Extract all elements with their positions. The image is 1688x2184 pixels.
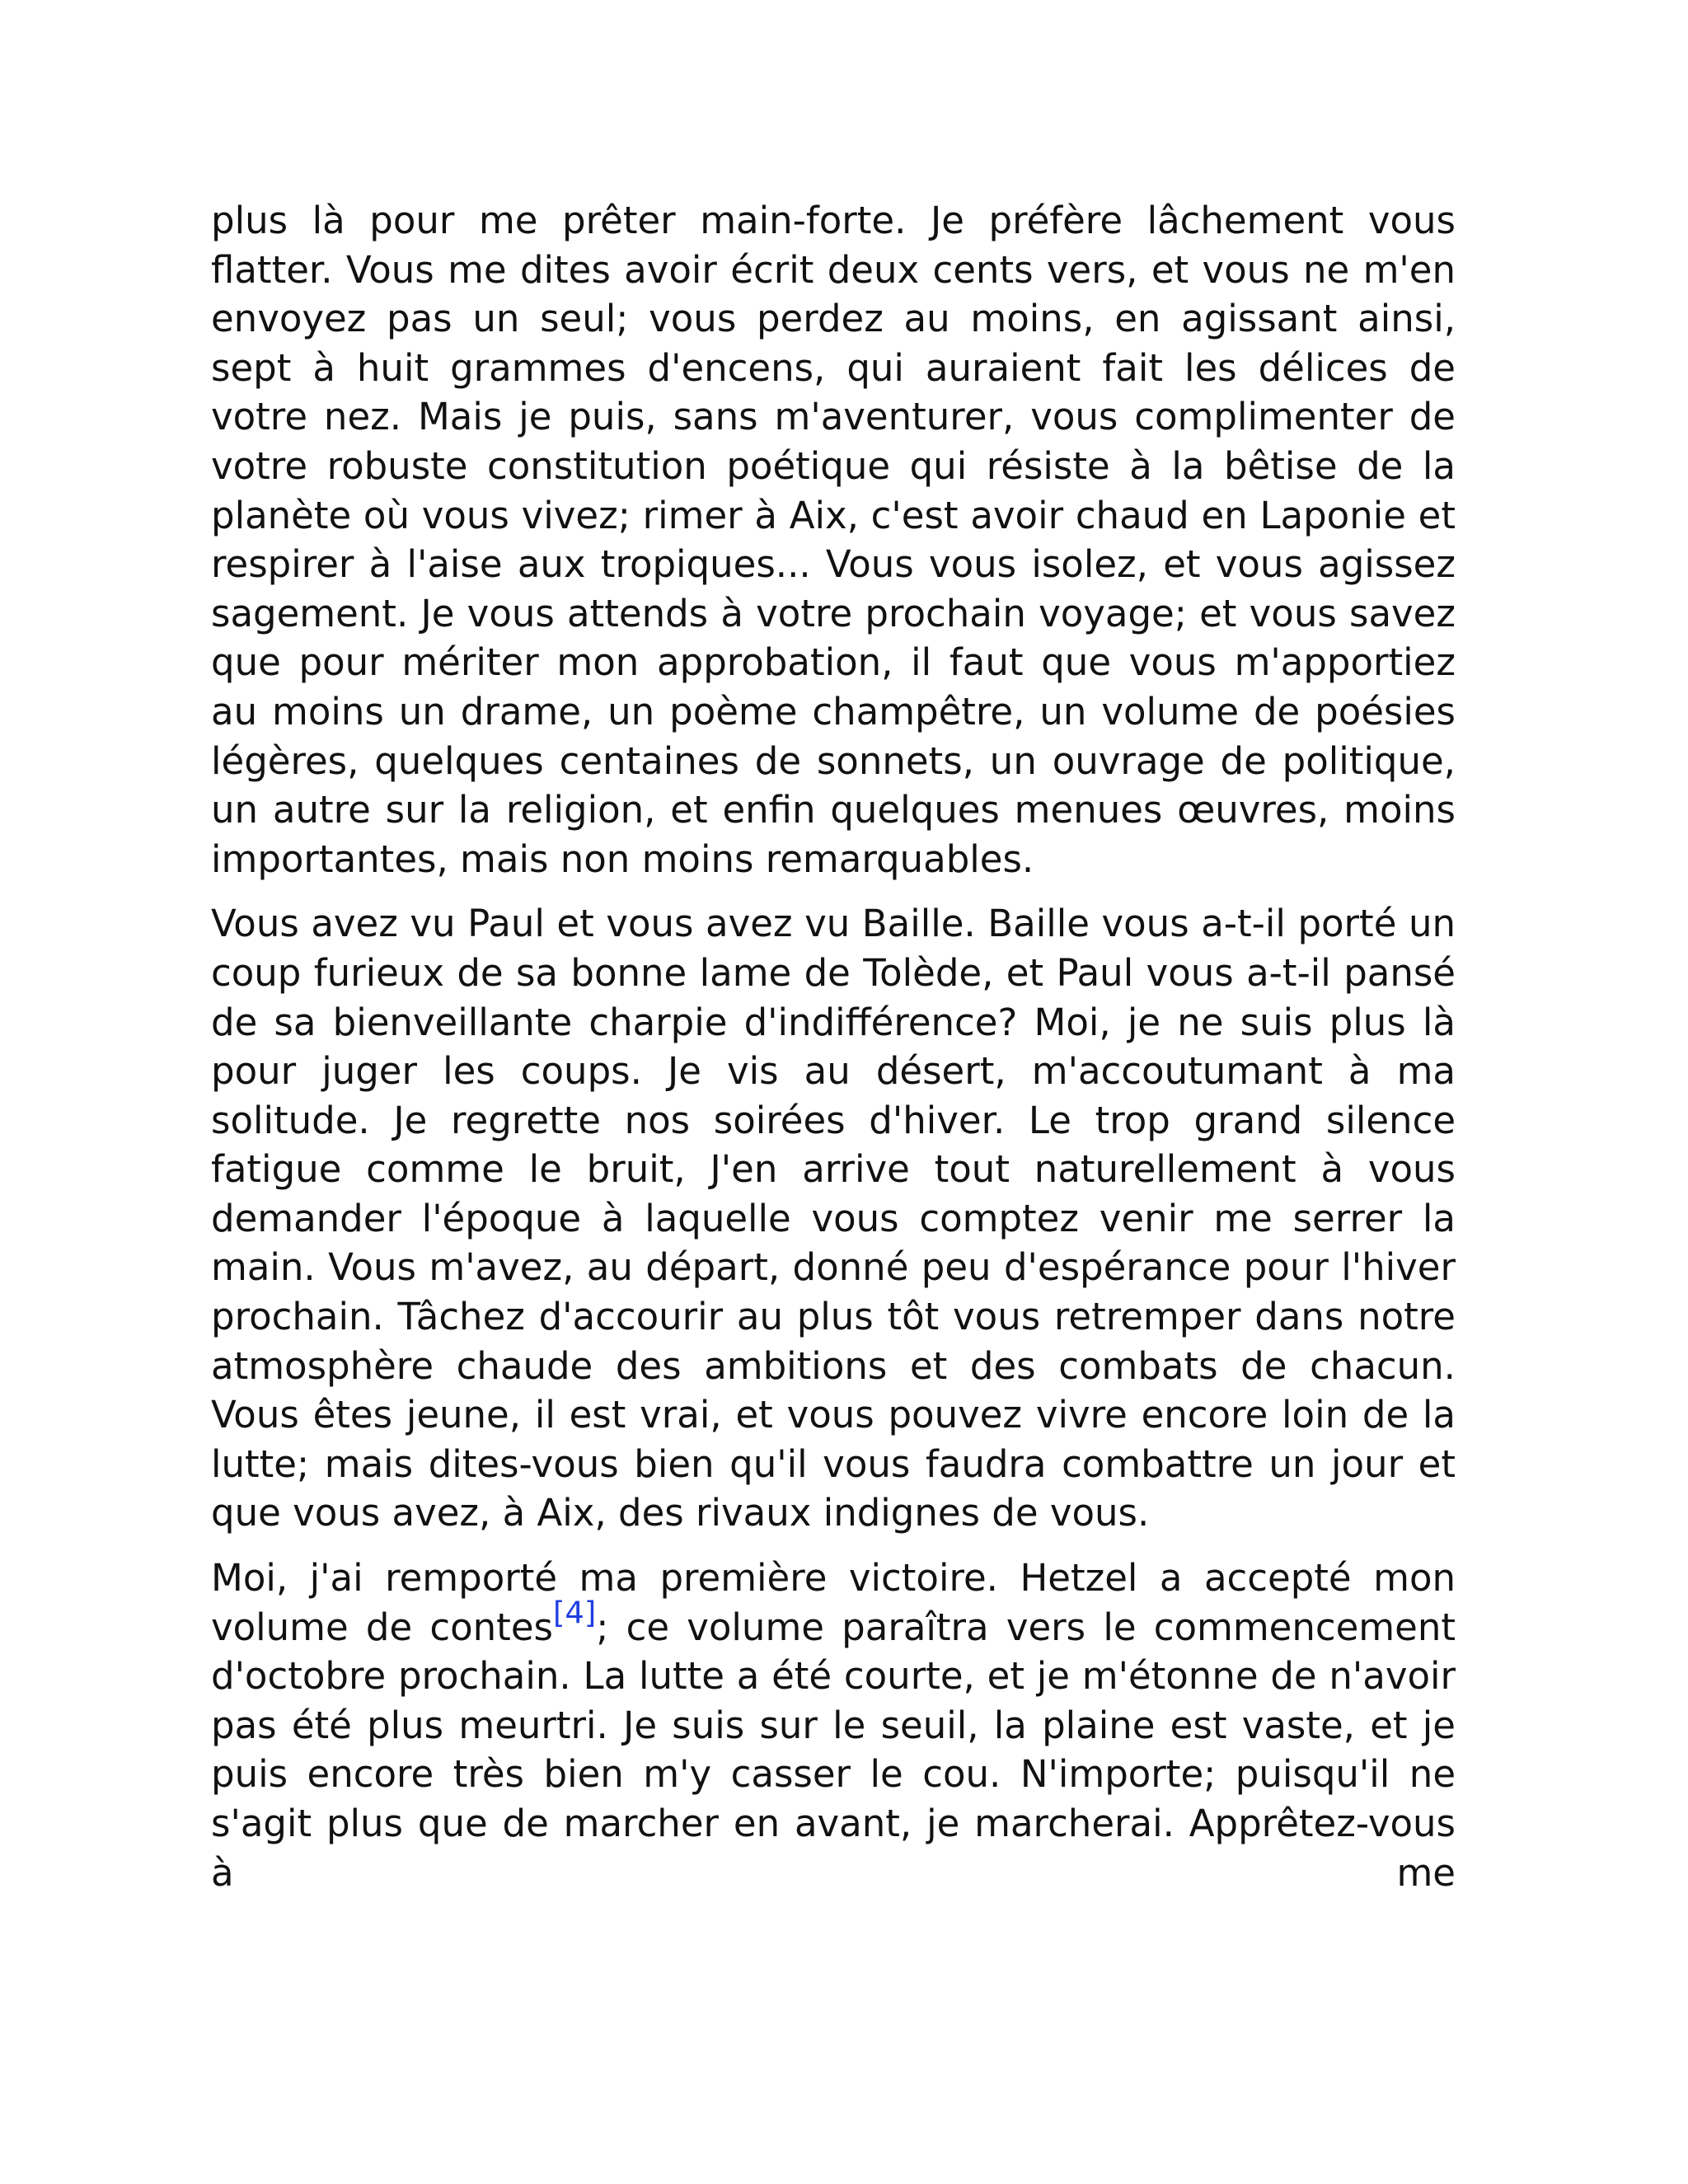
paragraph-3 bbox=[211, 1554, 1456, 1897]
paragraph-3-text-after-note: ; ce volume paraîtra vers le commencement d'octobre prochain. La lutte a été courte, et je m'étonne de n'avoir pas été plus meurtri. Je suis sur le seuil, la plaine est vaste, et je puis encore très bien m'y casser le cou. N'importe; puisqu'il ne s'agit plus que de marcher en avant, je marcherai. Apprêtez-vous à me bbox=[211, 1605, 1456, 1895]
paragraph-2: Vous avez vu Paul et vous avez vu Baille. Baille vous a-t-il porté un coup furieux de sa bonne lame de Tolède, et Paul vous a-t-il pansé de sa bienveillante charpie d'indifférence? Moi, je ne suis plus là pour juger les coups. Je vis au désert, m'accoutumant à ma solitude. Je regrette nos soirées d'hiver. Le trop grand silence fatigue comme le bruit, J'en arrive tout naturellement à vous demander l'époque à laquelle vous comptez venir me serrer la main. Vous m'avez, au départ, donné peu d'espérance pour l'hiver prochain. Tâchez d'accourir au plus tôt vous retremper dans notre atmosphère chaude des ambitions et des combats de chacun. Vous êtes jeune, il est vrai, et vous pouvez vivre encore loin de la lutte; mais dites-vous bien qu'il vous faudra combattre un jour et que vous avez, à Aix, des rivaux indignes de vous. bbox=[211, 902, 1456, 1535]
footnote-link-4[interactable]: [4] bbox=[552, 1595, 597, 1631]
paragraph-1: plus là pour me prêter main-forte. Je préfère lâchement vous flatter. Vous me dites avoir écrit deux cents vers, et vous ne m'en envoyez pas un seul; vous perdez au moins, en agissant ainsi, sept à huit grammes d'encens, qui auraient fait les délices de votre nez. Mais je puis, sans m'aventurer, vous complimenter de votre robuste constitution poétique qui résiste à la bêtise de la planète où vous vivez; rimer à Aix, c'est avoir chaud en Laponie et respirer à l'aise aux tropiques... Vous vous isolez, et vous agissez sagement. Je vous attends à votre prochain voyage; et vous savez que pour mériter mon approbation, il faut que vous m'apportiez au moins un drame, un poème champêtre, un volume de poésies légères, quelques centaines de sonnets, un ouvrage de politique, un autre sur la religion, et enfin quelques menues œuvres, moins importantes, mais non moins remarquables. bbox=[211, 199, 1456, 881]
paragraph-3-text-before-note: Moi, j'ai remporté ma première victoire. Hetzel a accepté mon volume de contes bbox=[211, 1556, 1456, 1649]
letter-text-body bbox=[211, 196, 1456, 1897]
